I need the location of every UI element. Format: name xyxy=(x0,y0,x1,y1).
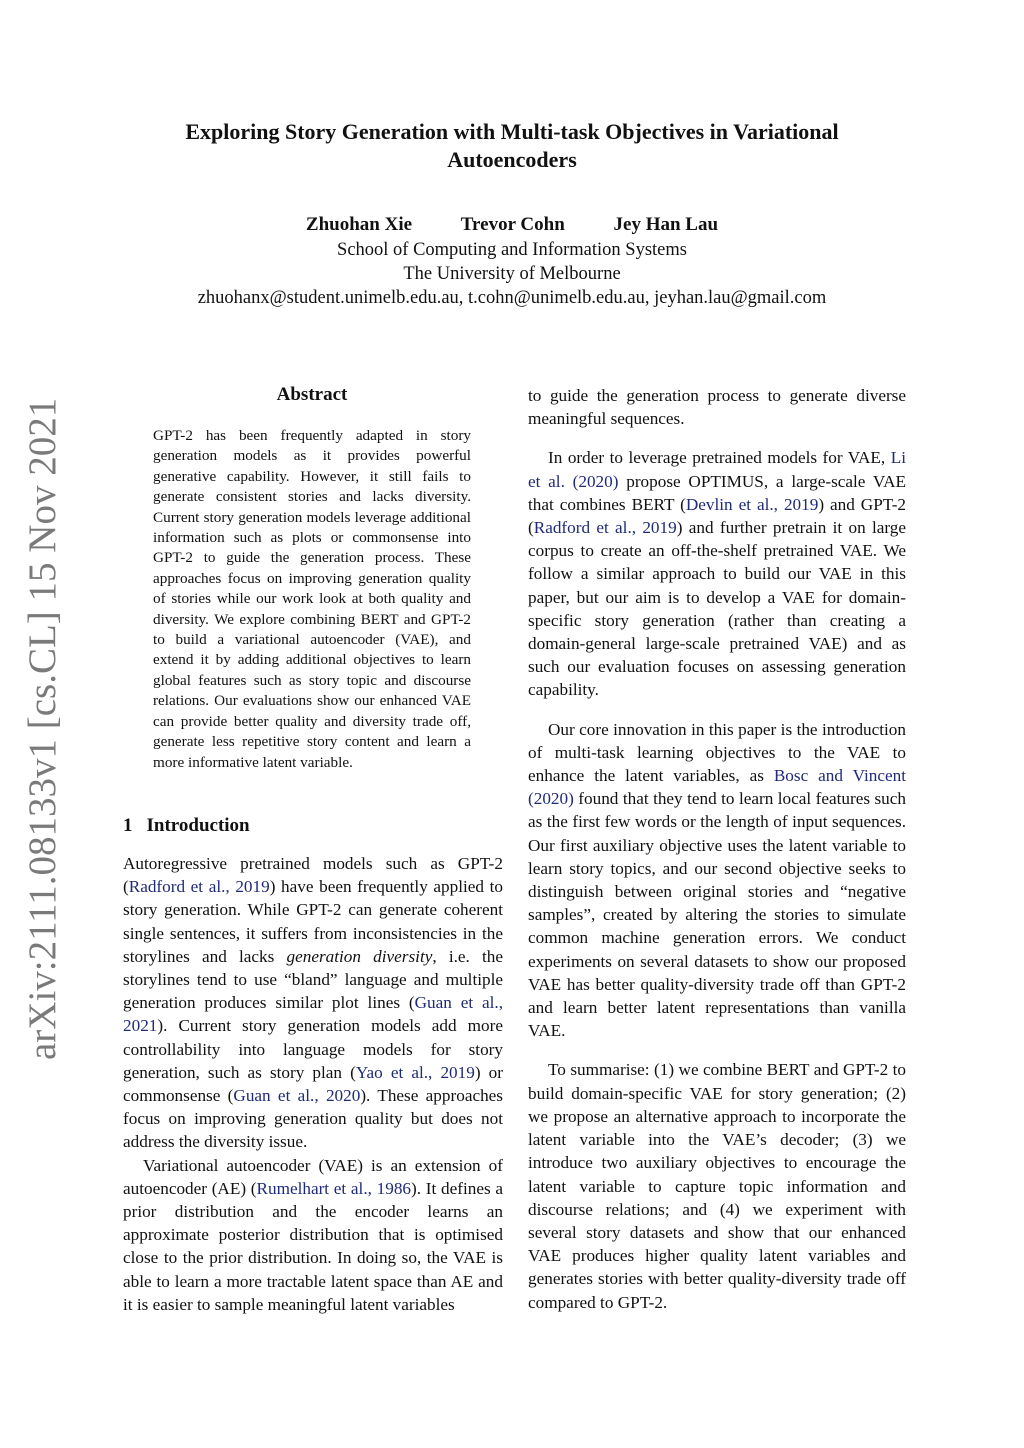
citation-link[interactable]: Rumelhart et al., 1986 xyxy=(256,1178,412,1198)
paragraph: Autoregressive pretrained models such as GPT-2 (Radford et al., 2019) have been frequently applied to story generation. While GPT-2 can generate coherent single sentences, it suffers from inconsistencies in the storylines and lacks generation diversity, i.e. the storylines tend to use “bland” language and multiple generation produces similar plot lines (Guan et al., 2021). Current story generation models add more controllability into language models for story generation, such as story plan (Yao et al., 2019) or commonsense (Guan et al., 2020). These approaches focus on improving generation quality but does not address the diversity issue. xyxy=(123,854,503,1152)
paragraph: In order to leverage pretrained models for VAE, Li et al. (2020) propose OPTIMUS, a large-scale VAE that combines BERT (Devlin et al., 2019) and GPT-2 (Radford et al., 2019) and further pretrain it on large corpus to create an off-the-shelf pretrained VAE. We follow a similar approach to build our VAE in this paper, but our aim is to develop a VAE for domain-specific story generation (rather than creating a domain-general large-scale pretrained VAE) and as such our evaluation focuses on assessing generation capability. xyxy=(528,448,907,700)
citation-link[interactable]: Guan et al., 2021 xyxy=(123,993,503,1036)
abstract-text: GPT-2 has been frequently adapted in story generation models as it provides powerful generative capability. However, it still fails to generate consistent stories and lacks diversity. Current story generation models leverage additional information such as plots or commonsense into GPT-2 to guide the generation process. These approaches focus on improving generation quality of stories while our work look at both quality and diversity. We explore combining BERT and GPT-2 to build a variational autoencoder (VAE), and extend it by adding additional objectives to learn global features such as story topic and discourse relations. Our evaluations show our enhanced VAE can provide better quality and diversity trade off, generate less repetitive story content and learn a more informative latent variable. xyxy=(153,427,471,771)
arxiv-identifier: arXiv:2111.08133v1 [cs.CL] 15 Nov 2021 xyxy=(21,397,64,1060)
university: The University of Melbourne xyxy=(403,264,621,284)
citation-link[interactable]: Guan et al., 2020 xyxy=(233,1086,361,1106)
left-column xyxy=(123,852,503,1316)
paper-title: Exploring Story Generation with Multi-task Objectives in Variational Autoencoders xyxy=(185,119,839,172)
citation-link[interactable]: Radford et al., 2019 xyxy=(533,518,677,538)
citation-link[interactable]: Devlin et al., 2019 xyxy=(685,494,819,514)
author-emails: zhuohanx@student.unimelb.edu.au, t.cohn@unimelb.edu.au, jeyhan.lau@gmail.com xyxy=(197,288,827,308)
section-heading xyxy=(123,814,503,838)
paragraph: to guide the generation process to generate diverse meaningful sequences. xyxy=(528,386,906,429)
citation-link[interactable]: Yao et al., 2019 xyxy=(355,1062,475,1082)
section-number: 1 xyxy=(123,815,133,836)
citation-link[interactable]: Radford et al., 2019 xyxy=(128,877,270,897)
right-column xyxy=(528,384,906,1314)
author-name: Zhuohan Xie xyxy=(305,214,413,235)
citation-link[interactable]: Li et al. (2020) xyxy=(528,448,906,491)
section-title: Introduction xyxy=(146,815,250,836)
affiliation: School of Computing and Information Systems xyxy=(337,240,687,260)
author-name: Trevor Cohn xyxy=(460,214,565,235)
citation-link[interactable]: Bosc and Vincent (2020) xyxy=(528,766,906,809)
paragraph: Our core innovation in this paper is the introduction of multi-task learning objectives to the VAE to enhance the latent variables, as Bosc and Vincent (2020) found that they tend to learn local features such as the first few words or the length of input sequences. Our first auxiliary objective uses the latent variable to learn story topics, and our second objective seeks to distinguish between original stories and “negative samples”, created by altering the stories to simulate common machine generation errors. We conduct experiments on several datasets to show our proposed VAE has better quality-diversity trade off than GPT-2 and learn better latent representations than vanilla VAE. xyxy=(528,719,906,1041)
paragraph: Variational autoencoder (VAE) is an extension of autoencoder (AE) (Rumelhart et al., 1986). It defines a prior distribution and the encoder learns an approximate posterior distribution that is optimised close to the prior distribution. In doing so, the VAE is able to learn a more tractable latent space than AE and it is easier to sample meaningful latent variables xyxy=(123,1155,503,1314)
author-list xyxy=(120,213,904,237)
abstract-heading: Abstract xyxy=(276,384,348,405)
author-name: Jey Han Lau xyxy=(613,214,719,235)
paragraph: To summarise: (1) we combine BERT and GPT-2 to build domain-specific VAE for story generation; (2) we propose an alternative approach to incorporate the latent variable into the VAE’s decoder; (3) we introduce two auxiliary objectives to encourage the latent variable to capture topic information and discourse relations; and (4) we experiment with several story datasets and show that our enhanced VAE produces higher quality latent variables and generates stories with better quality-diversity trade off compared to GPT-2. xyxy=(528,1060,906,1312)
